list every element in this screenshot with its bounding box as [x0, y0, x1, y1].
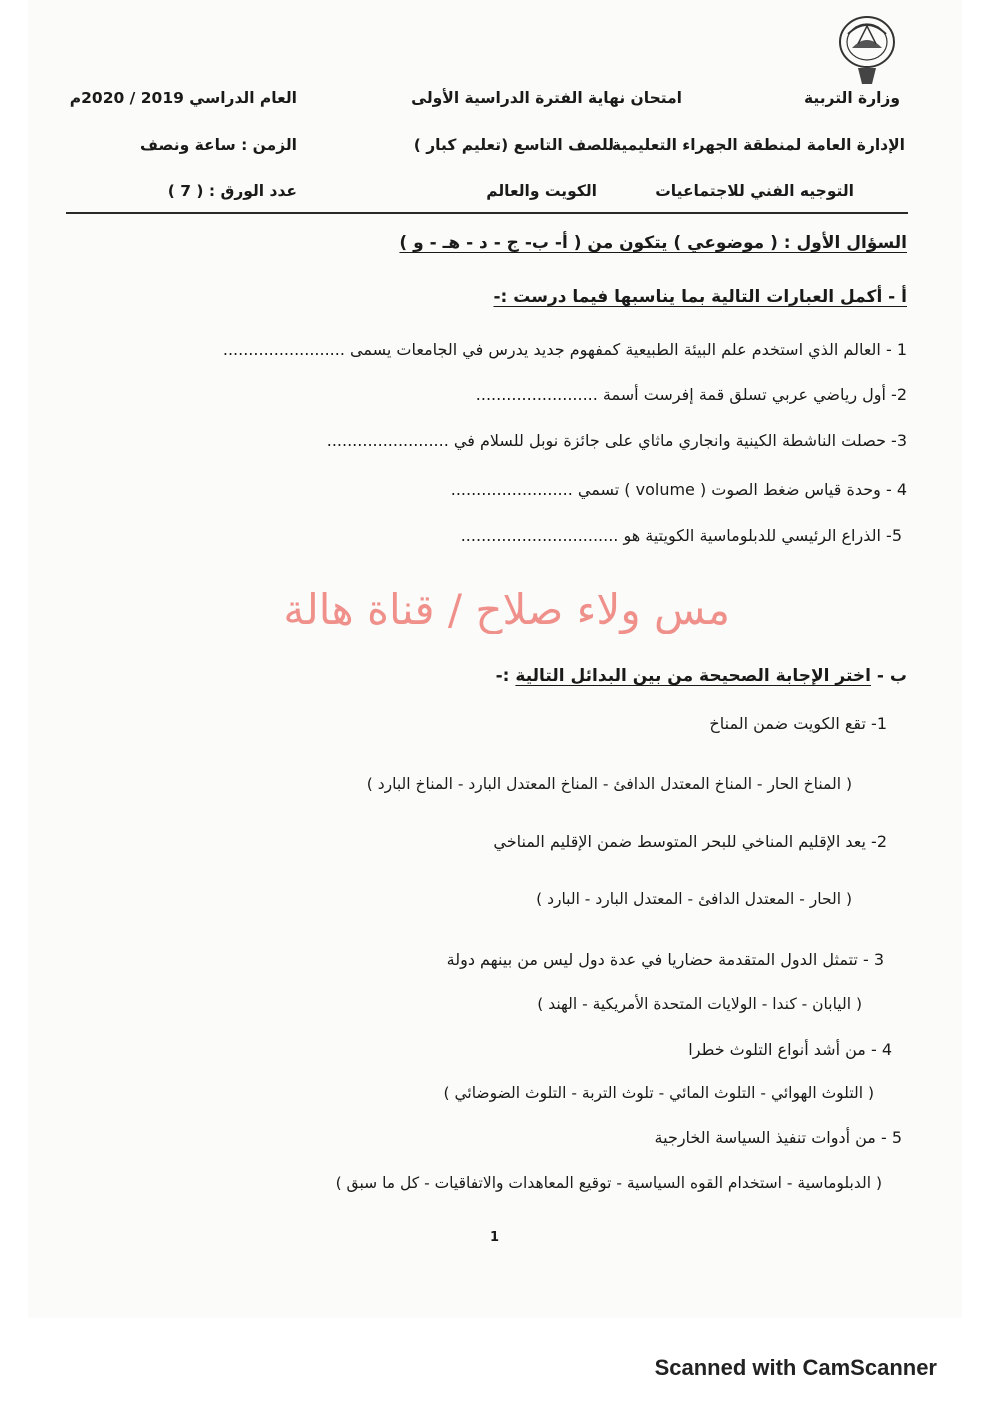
grade-label: للصف التاسع (تعليم كبار ) [413, 136, 614, 154]
mcq-1-question: 1- تقع الكويت ضمن المناخ [709, 714, 887, 733]
part-a-title: أ - أكمل العبارات التالية بما يناسبها فيما درست :- [493, 287, 907, 307]
mcq-4-options: ( التلوث الهوائي - التلوث المائي - تلوث التربة - التلوث الضوضائي ) [443, 1084, 874, 1102]
subject-name: الكويت والعالم [486, 182, 597, 200]
exam-title: امتحان نهاية الفترة الدراسية الأولى [411, 89, 682, 107]
kuwait-emblem-icon [834, 12, 900, 86]
academic-year: العام الدراسي 2019 / 2020م [69, 89, 297, 107]
page-number: 1 [490, 1230, 500, 1245]
part-a-item-2: 2- أول رياضي عربي تسلق قمة إفرست أسمة ........................ [475, 385, 907, 404]
part-a-item-5: 5- الذراع الرئيسي للدبلوماسية الكويتية هو ............................... [460, 526, 902, 545]
mcq-3-question: 3 - تتمثل الدول المتقدمة حضاريا في عدة دول ليس من بينهم دولة [446, 950, 884, 969]
mcq-3-options: ( اليابان - كندا - الولايات المتحدة الأمريكية - الهند ) [537, 995, 862, 1013]
part-b-title: اختر الإجابة الصحيحة من بين البدائل التالية [515, 666, 872, 686]
part-a-item-1: 1 - العالم الذي استخدم علم البيئة الطبيعية كمفهوم جديد يدرس في الجامعات يسمى ........................ [222, 340, 907, 359]
question1-title: السؤال الأول : ( موضوعي ) يتكون من ( أ- ب- ج - د - هـ - و ) [399, 233, 907, 253]
mcq-4-question: 4 - من أشد أنواع التلوث خطرا [688, 1040, 892, 1059]
part-a-item-3: 3- حصلت الناشطة الكينية وانجاري ماثاي على جائزة نوبل للسلام في ........................ [326, 431, 907, 450]
part-b-title-suffix: :- [495, 666, 516, 686]
department-name: التوجيه الفني للاجتماعيات [655, 182, 854, 200]
mcq-5-options: ( الدبلوماسية - استخدام القوه السياسية - توقيع المعاهدات والاتفاقيات - كل ما سبق ) [335, 1174, 882, 1192]
part-a-item-4: 4 - وحدة قياس ضغط الصوت ( volume ) تسمي ........................ [450, 480, 907, 499]
mcq-2-question: 2- يعد الإقليم المناخي للبحر المتوسط ضمن الإقليم المناخي [493, 832, 887, 851]
watermark-text: مس ولاء صلاح / قناة هالة [283, 585, 730, 634]
camscanner-footer: Scanned with CamScanner [654, 1355, 937, 1380]
mcq-2-options: ( الحار - المعتدل الدافئ - المعتدل البارد - البارد ) [536, 890, 852, 908]
directorate-name: الإدارة العامة لمنطقة الجهراء التعليمية [611, 136, 905, 154]
part-b-label: ب - [871, 666, 907, 686]
header-divider [66, 212, 908, 214]
mcq-1-options: ( المناخ الحار - المناخ المعتدل الدافئ - المناخ المعتدل البارد - المناخ البارد ) [366, 775, 852, 793]
part-b-heading [496, 666, 907, 686]
mcq-5-question: 5 - من أدوات تنفيذ السياسة الخارجية [654, 1128, 902, 1147]
exam-duration: الزمن : ساعة ونصف [140, 136, 297, 154]
ministry-name: وزارة التربية [804, 89, 900, 107]
pages-count: عدد الورق : ( 7 ) [167, 182, 297, 200]
